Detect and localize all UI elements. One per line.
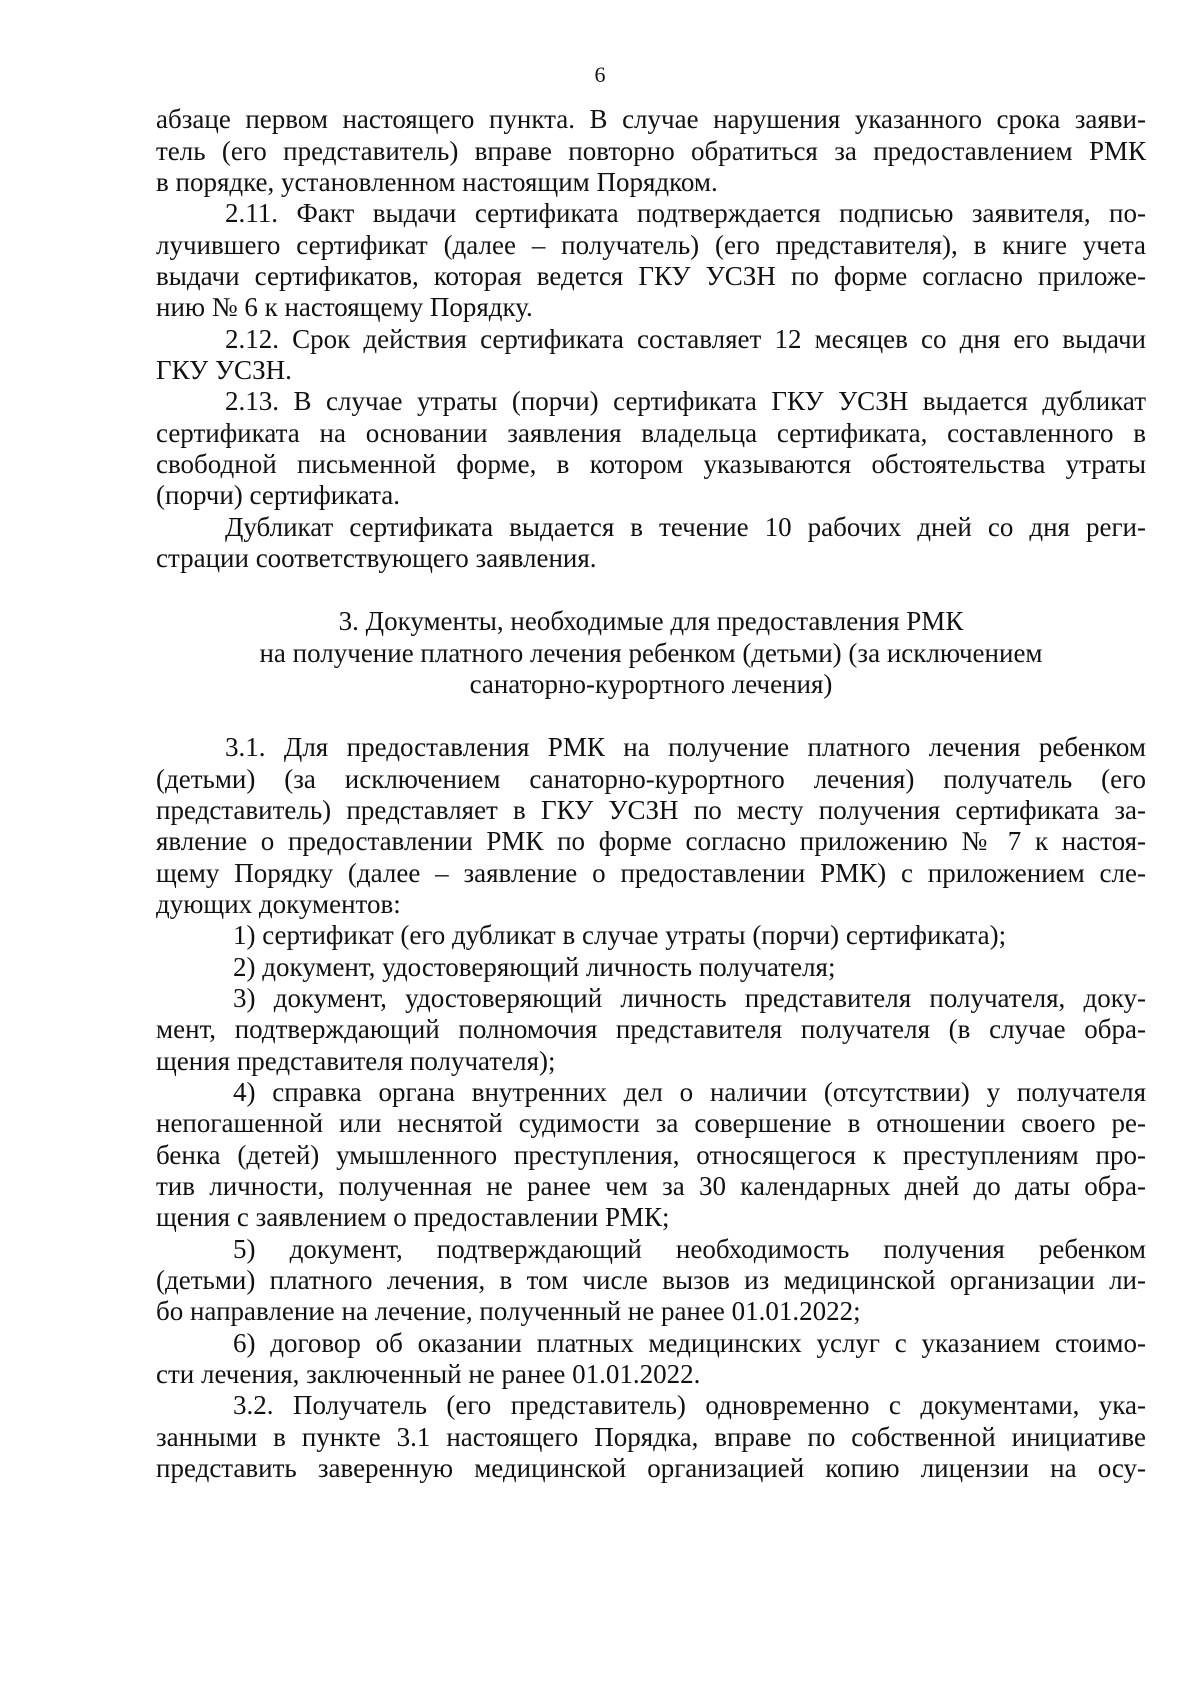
text-line: абзаце первом настоящего пункта. В случае нарушения указанного срока заяви- <box>156 104 1146 134</box>
list-item: 4) справка органа внутренних дел о наличии (отсутствии) у получателя <box>233 1077 1146 1107</box>
text-line: занными в пункте 3.1 настоящего Порядка, вправе по собственной инициативе <box>156 1422 1146 1452</box>
text-line: нию № 6 к настоящему Порядку. <box>156 292 533 322</box>
text-line: лучившего сертификат (далее – получатель) (его представителя), в книге учета <box>156 230 1146 260</box>
section-heading: санаторно-курортного лечения) <box>469 669 833 699</box>
text-line: (детьми) (за исключением санаторно-курортного лечения) получатель (его <box>156 764 1146 794</box>
text-line: дующих документов: <box>156 889 401 919</box>
text-line: сертификата на основании заявления владельца сертификата, составленного в <box>156 418 1146 448</box>
text-line: 3.2. Получатель (его представитель) одновременно с документами, ука- <box>233 1390 1146 1420</box>
text-line: Дубликат сертификата выдается в течение 10 рабочих дней со дня реги- <box>225 512 1146 542</box>
text-line: свободной письменной форме, в котором указываются обстоятельства утраты <box>156 449 1146 479</box>
text-line: тель (его представитель) вправе повторно обратиться за предоставлением РМК <box>156 136 1146 166</box>
list-item: 5) документ, подтверждающий необходимость получения ребенком <box>233 1234 1146 1264</box>
list-item: 1) сертификат (его дубликат в случае утраты (порчи) сертификата); <box>233 920 1007 950</box>
text-line: 2.11. Факт выдачи сертификата подтверждается подписью заявителя, по- <box>225 198 1146 228</box>
list-item: 2) документ, удостоверяющий личность получателя; <box>233 952 836 982</box>
list-item: 3) документ, удостоверяющий личность представителя получателя, доку- <box>233 983 1146 1013</box>
page-number: 6 <box>594 62 606 87</box>
text-line: щения представителя получателя); <box>156 1046 556 1076</box>
section-heading: на получение платного лечения ребенком (детьми) (за исключением <box>259 638 1043 668</box>
text-line: выдачи сертификатов, которая ведется ГКУ УСЗН по форме согласно приложе- <box>156 261 1146 291</box>
text-line: щему Порядку (далее – заявление о предоставлении РМК) с приложением сле- <box>156 858 1146 888</box>
text-line: явление о предоставлении РМК по форме согласно приложению № 7 к настоя- <box>156 826 1146 856</box>
text-line: 2.12. Срок действия сертификата составляет 12 месяцев со дня его выдачи <box>225 324 1146 354</box>
text-line: в порядке, установленном настоящим Порядком. <box>156 167 718 197</box>
text-line: бо направление на лечение, полученный не ранее 01.01.2022; <box>156 1296 861 1326</box>
text-line: непогашенной или неснятой судимости за совершение в отношении своего ре- <box>156 1108 1146 1138</box>
text-line: щения с заявлением о предоставлении РМК; <box>156 1202 670 1232</box>
text-line: представить заверенную медицинской организацией копию лицензии на осу- <box>156 1453 1146 1483</box>
text-line: 3.1. Для предоставления РМК на получение платного лечения ребенком <box>225 732 1146 762</box>
text-line: страции соответствующего заявления. <box>156 543 597 573</box>
text-line: сти лечения, заключенный не ранее 01.01.2022. <box>156 1359 701 1389</box>
list-item: 6) договор об оказании платных медицинских услуг с указанием стоимо- <box>233 1328 1146 1358</box>
text-line: бенка (детей) умышленного преступления, относящегося к преступлениям про- <box>156 1140 1146 1170</box>
text-line: (детьми) платного лечения, в том числе вызов из медицинской организации ли- <box>156 1265 1146 1295</box>
section-heading: 3. Документы, необходимые для предоставления РМК <box>338 606 964 636</box>
text-line: тив личности, полученная не ранее чем за 30 календарных дней до даты обра- <box>156 1171 1146 1201</box>
text-line: 2.13. В случае утраты (порчи) сертификата ГКУ УСЗН выдается дубликат <box>225 386 1146 416</box>
text-line: мент, подтверждающий полномочия представителя получателя (в случае обра- <box>156 1014 1146 1044</box>
text-line: представитель) представляет в ГКУ УСЗН по месту получения сертификата за- <box>156 795 1146 825</box>
text-line: ГКУ УСЗН. <box>156 355 292 385</box>
text-line: (порчи) сертификата. <box>156 480 401 510</box>
